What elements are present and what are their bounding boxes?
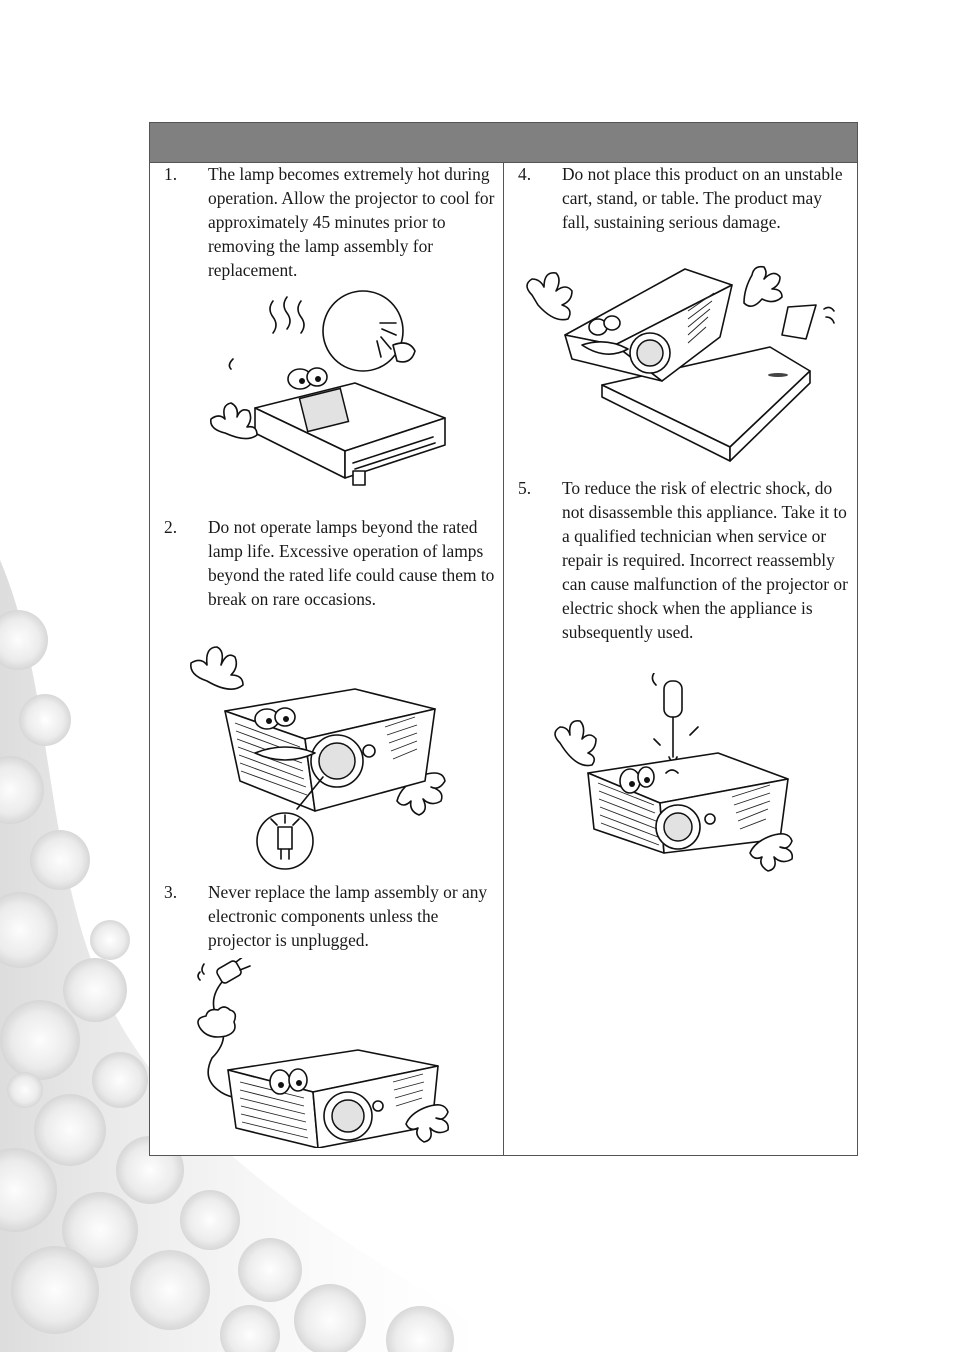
item-number: 1. — [164, 164, 178, 184]
hot-lamp-projector-illustration — [205, 283, 455, 508]
item-number: 5. — [518, 478, 532, 498]
list-item — [518, 476, 848, 676]
broken-lamp-projector-illustration — [185, 641, 475, 873]
unplugged-projector-illustration — [188, 958, 468, 1148]
item-number: 4. — [518, 164, 532, 184]
item-text: Never replace the lamp assembly or any electronic components unless the projector is unplugged. — [208, 882, 488, 950]
item-text: The lamp becomes extremely hot during operation. Allow the projector to cool for approximately 45 minutes prior to removing the lamp assembly for replacement. — [208, 164, 495, 280]
list-item — [164, 880, 494, 960]
list-item — [518, 162, 848, 262]
item-text: Do not operate lamps beyond the rated lamp life. Excessive operation of lamps beyond the rated life could cause them to break on rare occasions. — [208, 517, 495, 609]
list-item — [164, 162, 494, 282]
item-text: To reduce the risk of electric shock, do not disassemble this appliance. Take it to a qualified technician when service or repair is required. Incorrect reassembly can cause malfunction of the projector or electric shock when the appliance is subsequently used. — [562, 478, 848, 642]
item-number: 2. — [164, 517, 178, 537]
safety-instructions-table — [149, 122, 858, 1156]
screwdriver-projector-illustration — [548, 673, 818, 898]
item-number: 3. — [164, 882, 178, 902]
list-item — [164, 515, 494, 635]
unstable-table-projector-illustration — [520, 265, 845, 465]
item-text: Do not place this product on an unstable cart, stand, or table. The product may fall, sustaining serious damage. — [562, 164, 843, 232]
table-header-bar — [150, 123, 857, 163]
column-divider — [503, 162, 504, 1156]
